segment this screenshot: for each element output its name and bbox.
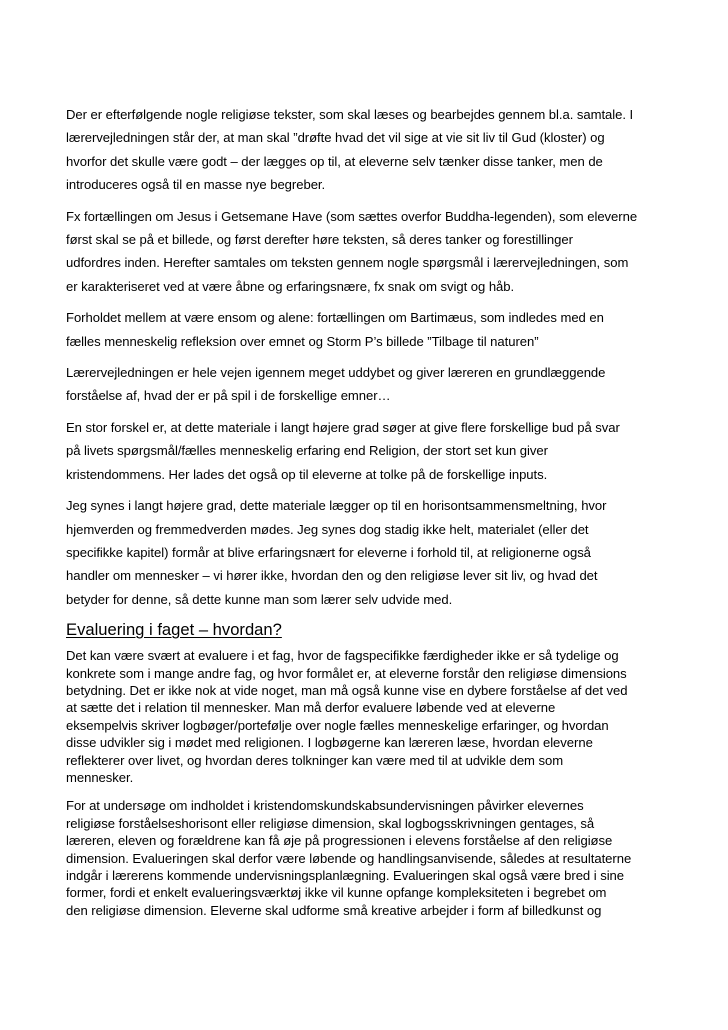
document-page (66, 103, 666, 930)
paragraph-bartimaeus: Forholdet mellem at være ensom og alene: fortællingen om Bartimæus, som indledes med en fælles menneskelig refleksion over emnet og Storm P’s billede ”Tilbage til naturen” (66, 310, 604, 349)
section-heading-evaluation: Evaluering i faget – hvordan? (66, 620, 282, 640)
paragraph-getsemane: Fx fortællingen om Jesus i Getsemane Have (som sættes overfor Buddha-legenden), som eleverne først skal se på et billede, og først derefter høre teksten, så deres tanker og forestillinger udfordres inden. Herefter samtales om teksten gennem nogle spørgsmål i lærervejledningen, som er karakteriseret ved at være åbne og erfaringsnære, fx snak om svigt og håb. (66, 208, 638, 294)
paragraph-horizon-fusion: Jeg synes i langt højere grad, dette materiale lægger op til en horisontsammensmeltning, hvor hjemverden og fremmedverden mødes. Jeg synes dog stadig ikke helt, materialet (eller det specifikke kapitel) formår at blive erfaringsnært for eleverne i forhold til, at religionerne også handler om mennesker – vi hører ikke, hvordan den og den religiøse lever sit liv, og hvad det betyder for denne, så dette kunne man som lærer selv udvide med. (66, 498, 607, 607)
paragraph-religious-texts: Der er efterfølgende nogle religiøse tekster, som skal læses og bearbejdes gennem bl.a. samtale. I lærervejledningen står der, at man skal ”drøfte hvad det vil sige at vie sit liv til Gud (kloster) og hvorfor det skulle være godt – der lægges op til, at eleverne selv tænker disse tanker, men de introduceres også til en masse nye begreber. (66, 107, 634, 193)
paragraph-difference: En stor forskel er, at dette materiale i langt højere grad søger at give flere forskellige bud på svar på livets spørgsmål/fælles menneskelig erfaring end Religion, der stort set kun giver kristendommens. Her lades det også op til eleverne at tolke på de forskellige inputs. (66, 419, 620, 482)
paragraph-logbook-progression: For at undersøge om indholdet i kristendomskundskabsundervisningen påvirker elevernes religiøse forståelseshorisont eller religiøse dimension, skal logbogsskrivningen gentages, så læreren, eleven og forældrene kan få øje på progressionen i elevens forståelse af den religiøse dimension. Evalueringen skal derfor være løbende og handlingsanvisende, således at resultaterne indgår i lærerens kommende undervisningsplanlægning. Evalueringen skal også være bred i sine former, fordi et enkelt evalueringsværktøj ikke vil kunne opfange kompleksiteten i begrebet om den religiøse dimension. Eleverne skal udforme små kreative arbejder i form af billedkunst og (66, 798, 632, 918)
paragraph-evaluation-difficulty: Det kan være svært at evaluere i et fag, hvor de fagspecifikke færdigheder ikke er så tydelige og konkrete som i mange andre fag, og hvor formålet er, at eleverne forstår den religiøse dimensions betydning. Det er ikke nok at vide noget, man må også kunne vise en dybere forståelse af det ved at sætte det i relation til mennesker. Man må derfor evaluere løbende ved at eleverne eksempelvis skriver logbøger/portefølje over nogle fælles menneskelige erfaringer, og hvordan disse udvikler sig i mødet med religionen. I logbøgerne kan læreren læse, hvordan eleverne reflekterer over livet, og hvordan deres tolkninger kan være med til at udvikle dem som mennesker. (66, 648, 628, 785)
paragraph-teacher-guide: Lærervejledningen er hele vejen igennem meget uddybet og giver læreren en grundlæggende forståelse af, hvad der er på spil i de forskellige emner… (66, 365, 606, 404)
